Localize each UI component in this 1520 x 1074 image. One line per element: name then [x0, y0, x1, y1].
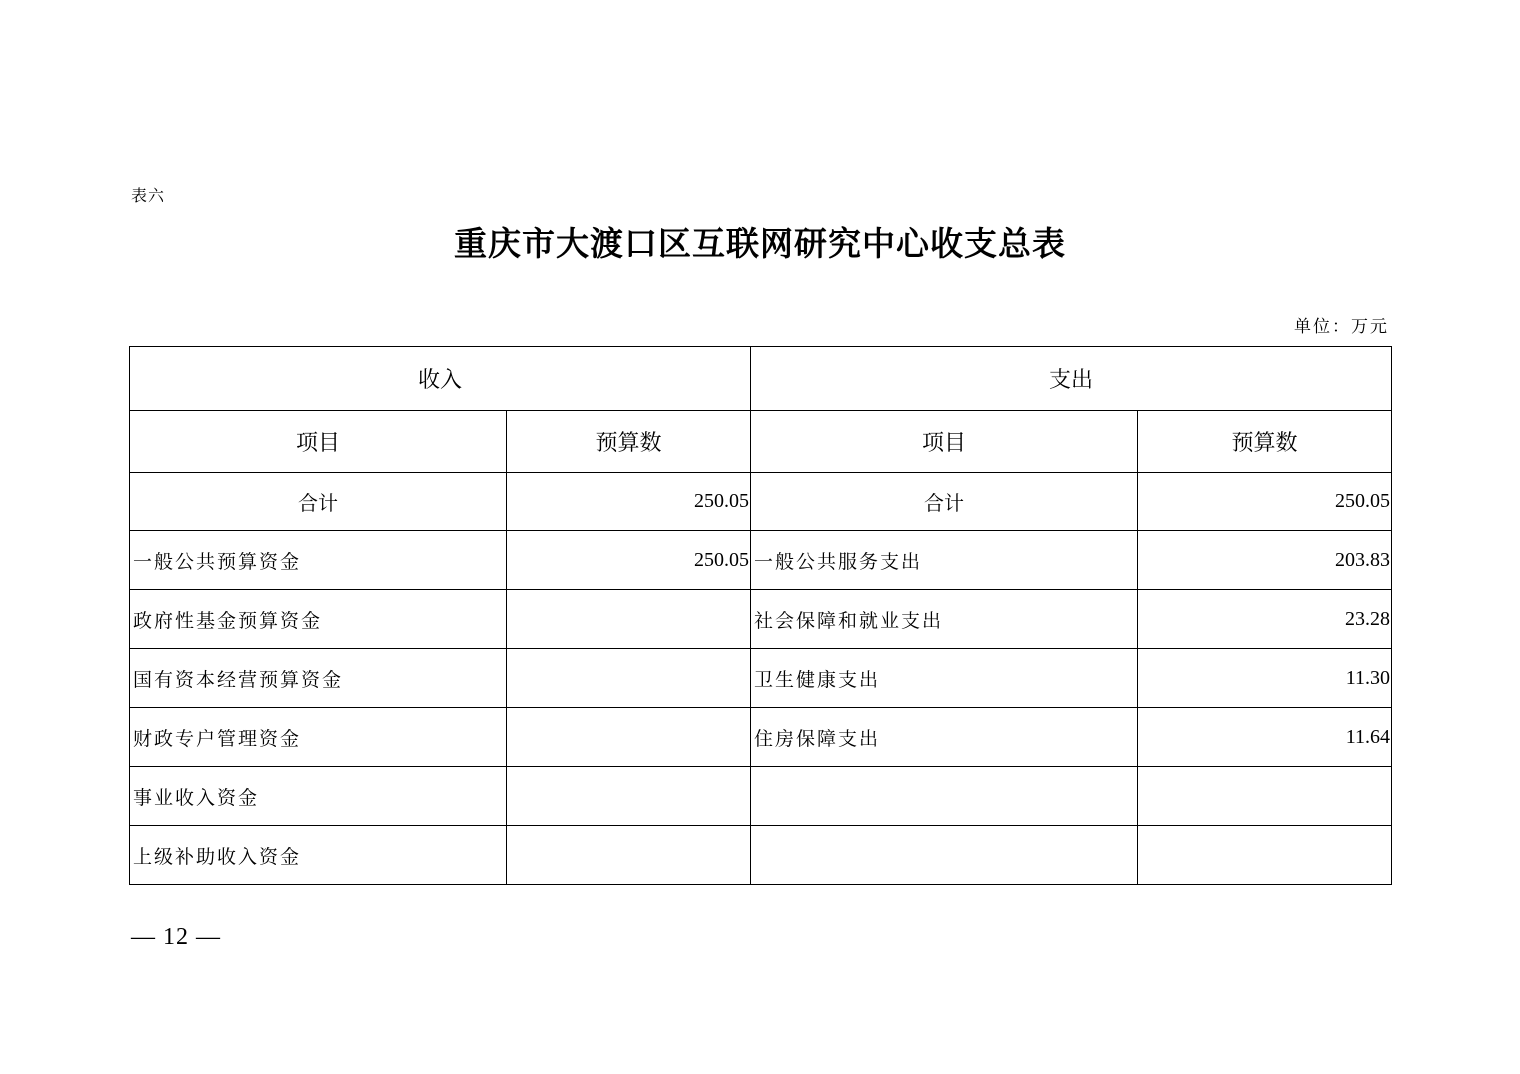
expense-item-cell: 住房保障支出 [751, 708, 1138, 767]
page-title: 重庆市大渡口区互联网研究中心收支总表 [454, 224, 1066, 263]
income-item-cell: 国有资本经营预算资金 [130, 649, 507, 708]
income-value-cell: 250.05 [507, 473, 751, 531]
income-value-cell [507, 649, 751, 708]
expense-item-cell: 社会保障和就业支出 [751, 590, 1138, 649]
unit-label: 单位：万元 [1294, 317, 1389, 337]
expense-value-cell [1138, 826, 1392, 885]
expense-value-cell: 250.05 [1138, 473, 1392, 531]
expense-value-cell [1138, 767, 1392, 826]
table-row [130, 826, 1392, 885]
table-row [130, 767, 1392, 826]
income-item-cell: 上级补助收入资金 [130, 826, 507, 885]
income-value-cell [507, 590, 751, 649]
income-item-cell: 财政专户管理资金 [130, 708, 507, 767]
expense-item-header: 项目 [751, 411, 1138, 473]
table-label: 表六 [131, 186, 166, 205]
income-item-cell: 政府性基金预算资金 [130, 590, 507, 649]
expense-value-cell: 23.28 [1138, 590, 1392, 649]
expense-value-cell: 203.83 [1138, 531, 1392, 590]
table-row [130, 590, 1392, 649]
expense-value-cell: 11.30 [1138, 649, 1392, 708]
income-budget-header: 预算数 [507, 411, 751, 473]
expense-item-cell: 合计 [751, 473, 1138, 531]
income-group-header: 收入 [130, 347, 751, 411]
income-value-cell [507, 826, 751, 885]
page-number: — 12 — [131, 924, 221, 950]
income-value-cell [507, 708, 751, 767]
income-item-cell: 合计 [130, 473, 507, 531]
expense-budget-header: 预算数 [1138, 411, 1392, 473]
column-header-row [130, 411, 1392, 473]
income-item-header: 项目 [130, 411, 507, 473]
income-item-cell: 事业收入资金 [130, 767, 507, 826]
expense-item-cell [751, 767, 1138, 826]
expense-value-cell: 11.64 [1138, 708, 1392, 767]
table-row [130, 649, 1392, 708]
expense-group-header: 支出 [751, 347, 1392, 411]
group-header-row [130, 347, 1392, 411]
budget-summary-table [129, 346, 1392, 885]
income-item-cell: 一般公共预算资金 [130, 531, 507, 590]
income-value-cell [507, 767, 751, 826]
income-value-cell: 250.05 [507, 531, 751, 590]
expense-item-cell: 卫生健康支出 [751, 649, 1138, 708]
expense-item-cell: 一般公共服务支出 [751, 531, 1138, 590]
table-row [130, 708, 1392, 767]
expense-item-cell [751, 826, 1138, 885]
table-row-total [130, 473, 1392, 531]
table-row [130, 531, 1392, 590]
